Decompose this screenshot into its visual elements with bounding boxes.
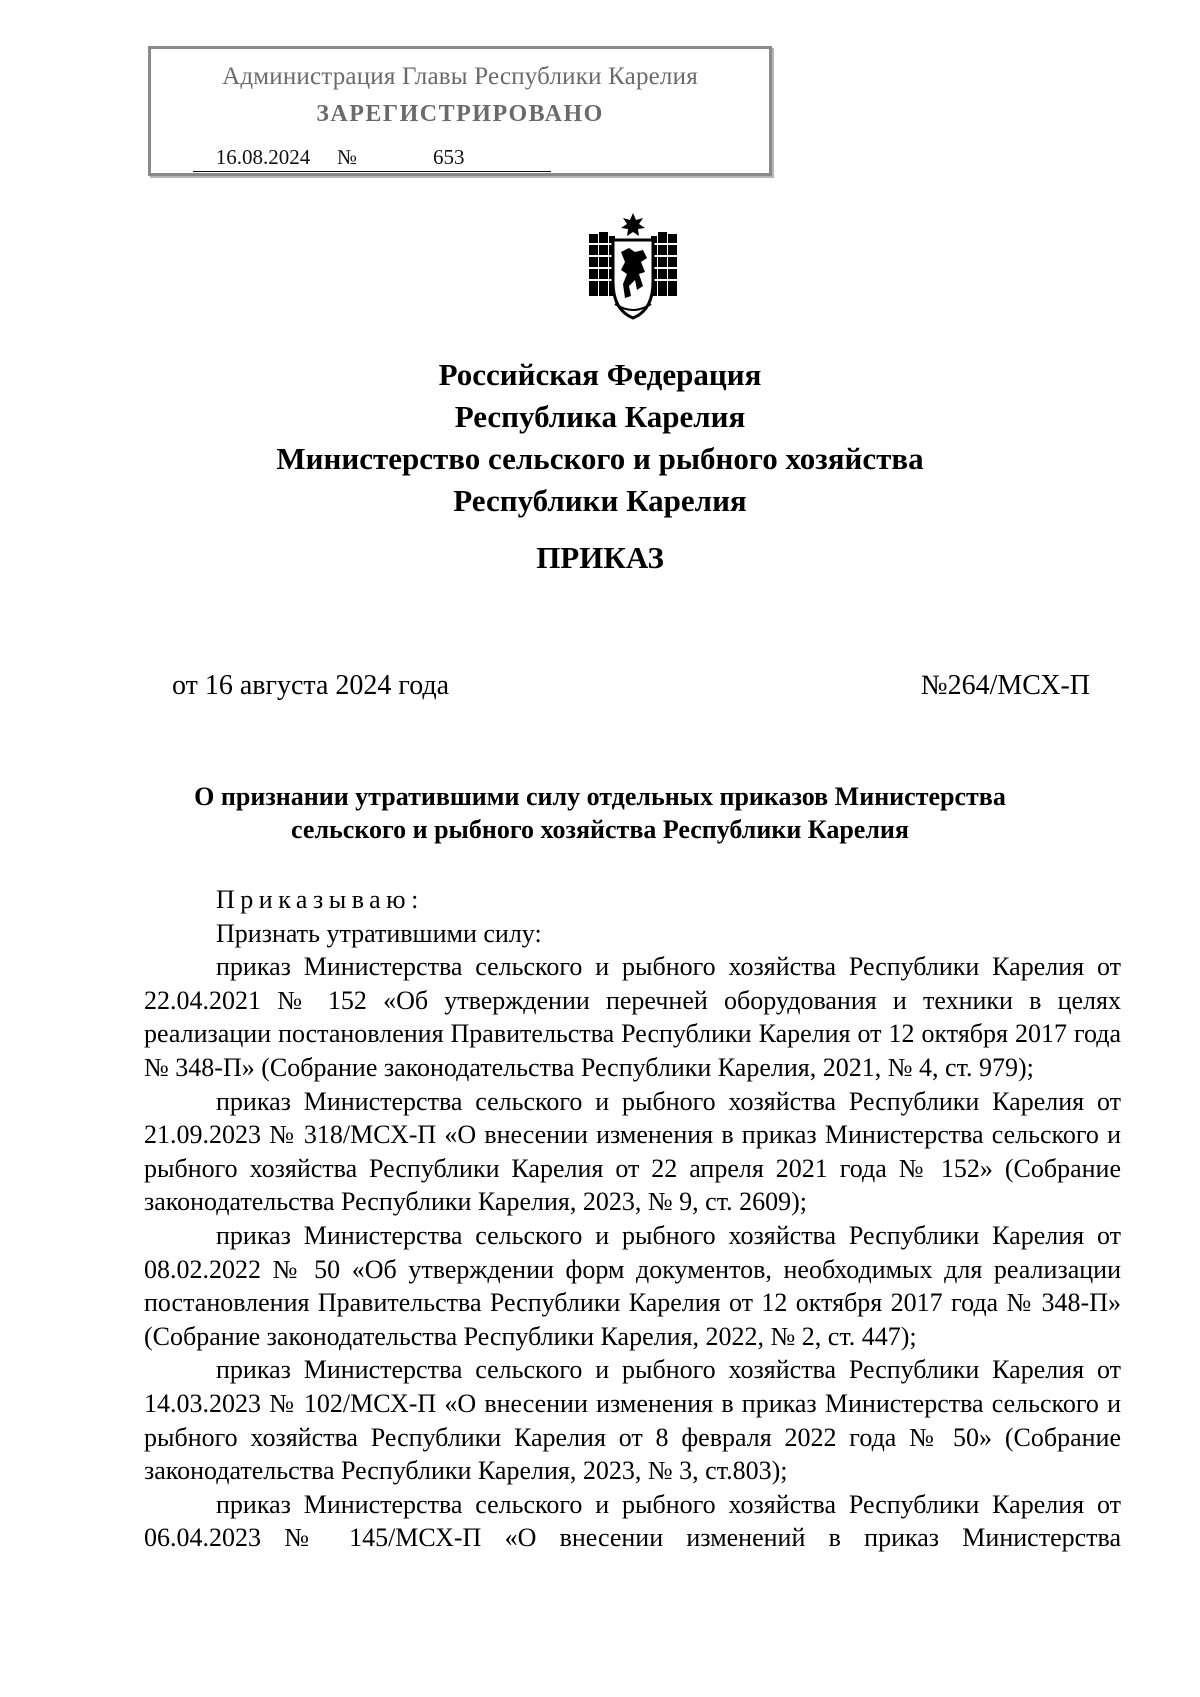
decree-intro: Признать утратившими силу:: [216, 918, 542, 948]
header-ministry-region: Республики Карелия: [453, 483, 747, 518]
stamp-number-label: №: [333, 145, 361, 172]
stamp-registered-label: ЗАРЕГИСТРИРОВАНО: [316, 101, 604, 127]
stamp-registration-number: 653: [361, 145, 551, 172]
coat-of-arms-graphic: [585, 212, 681, 322]
document-type: ПРИКАЗ: [536, 540, 664, 575]
repealed-order-item: приказ Министерства сельского и рыбного хозяйства Республики Карелия от 21.09.2023 № 318/МСХ-П «О внесении изменения в приказ Министерства сельского и рыбного хозяйства Республики Карелия от 22 апреля 2021 года № 152» (Собрание законодательства Республики Карелия, 2023, № 9, ст. 2609);: [144, 1086, 1121, 1217]
registration-stamp: [148, 46, 772, 176]
header-country: Российская Федерация: [438, 357, 762, 392]
repealed-order-item: приказ Министерства сельского и рыбного хозяйства Республики Карелия от 08.02.2022 № 50 «Об утверждении форм документов, необходимых для реализации постановления Правительства Республики Карелия от 12 октября 2017 года № 348-П» (Собрание законодательства Республики Карелия, 2022, № 2, ст. 447);: [144, 1220, 1121, 1351]
issuing-authority: [0, 354, 1200, 522]
repealed-order-item: приказ Министерства сельского и рыбного хозяйства Республики Карелия от 14.03.2023 № 102/МСХ-П «О внесении изменения в приказ Министерства сельского и рыбного хозяйства Республики Карелия от 8 февраля 2022 года № 50» (Собрание законодательства Республики Карелия, 2023, № 3, ст.803);: [144, 1355, 1121, 1486]
repealed-order-item: приказ Министерства сельского и рыбного хозяйства Республики Карелия от 22.04.2021 № 152 «Об утверждении перечней оборудования и техники в целях реализации постановления Правительства Республики Карелия от 12 октября 2017 года № 348-П» (Собрание законодательства Республики Карелия, 2021, № 4, ст. 979);: [144, 952, 1121, 1082]
header-ministry: Министерство сельского и рыбного хозяйства: [276, 441, 924, 476]
decree-word: [144, 883, 1121, 917]
order-date: от 16 августа 2024 года: [172, 670, 450, 701]
stamp-authority: Администрация Главы Республики Карелия: [222, 63, 698, 90]
header-republic: Республика Карелия: [454, 399, 746, 434]
subject-line-2: сельского и рыбного хозяйства Республики Карелия: [291, 815, 909, 844]
repealed-order-item: приказ Министерства сельского и рыбного хозяйства Республики Карелия от 06.04.2023 № 145/МСХ-П «О внесении изменений в приказ Министерства: [144, 1489, 1121, 1553]
karelia-coat-of-arms-icon: [585, 212, 681, 322]
stamp-registration-date: 16.08.2024: [193, 145, 333, 172]
order-number: №264/МСХ-П: [920, 670, 1090, 701]
order-body: [144, 883, 1121, 1555]
order-subject: [120, 780, 1080, 846]
subject-line-1: О признании утратившими силу отдельных приказов Министерства: [194, 782, 1006, 811]
decree-word-text: Приказываю:: [216, 885, 424, 914]
